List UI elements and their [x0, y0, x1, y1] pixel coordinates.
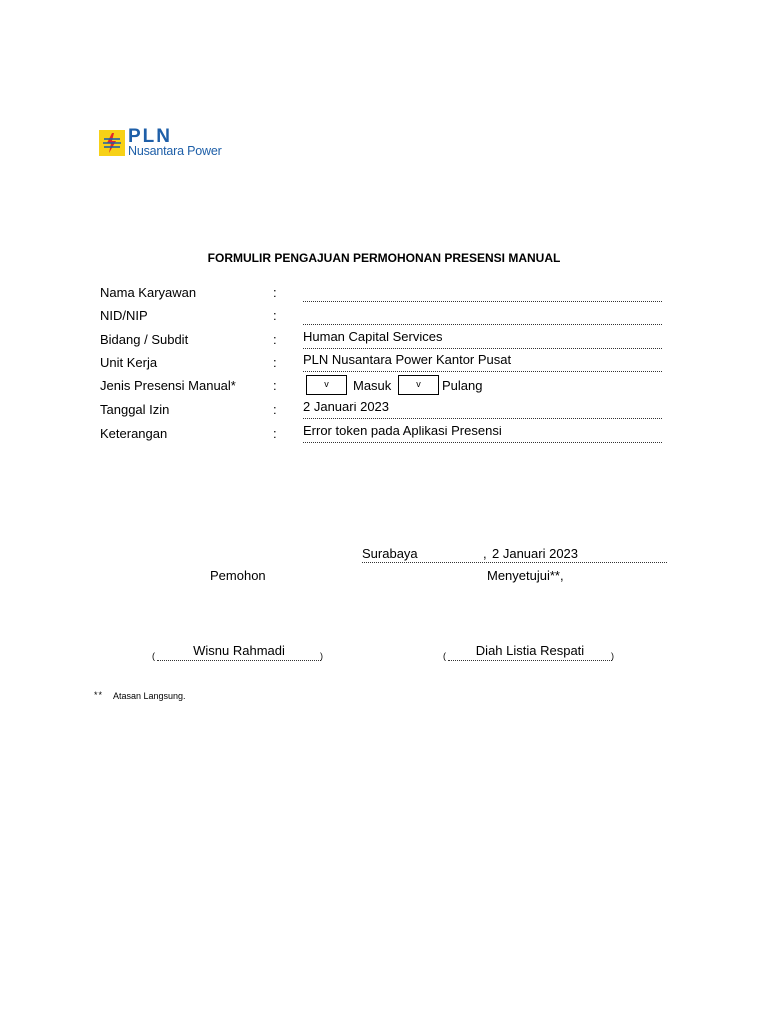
footnote-mark: **: [94, 690, 104, 700]
field-label: Bidang / Subdit: [100, 332, 189, 347]
field-label: Tanggal Izin: [100, 402, 170, 417]
approver-name: Diah Listia Respati: [475, 643, 585, 658]
field-value: [303, 308, 662, 325]
field-label: Nama Karyawan: [100, 285, 197, 300]
field-value: [303, 285, 662, 302]
field-bidang-subdit: [100, 332, 666, 350]
field-colon: :: [273, 378, 277, 393]
approver-role: Menyetujui**,: [487, 568, 564, 583]
field-value: PLN Nusantara Power Kantor Pusat: [303, 355, 662, 372]
field-tanggal-izin: [100, 402, 666, 420]
checkbox-masuk-label: Masuk: [353, 378, 392, 393]
signature-city: Surabaya: [362, 546, 418, 561]
signature-comma: ,: [483, 546, 487, 561]
field-nid-nip: [100, 308, 666, 326]
field-unit-kerja: [100, 355, 666, 373]
pln-logo-icon: [99, 130, 125, 156]
field-label: Unit Kerja: [100, 355, 158, 370]
field-keterangan: [100, 426, 666, 444]
applicant-signature: ( Wisnu Rahmadi ): [152, 643, 323, 661]
applicant-role: Pemohon: [210, 568, 266, 583]
place-date-line: [362, 548, 667, 563]
logo-wordmark: PLN: [128, 126, 172, 147]
field-label: Jenis Presensi Manual*: [100, 378, 236, 393]
field-nama-karyawan: [100, 285, 666, 303]
field-colon: :: [273, 308, 277, 323]
applicant-name: Wisnu Rahmadi: [193, 643, 285, 658]
field-value: 2 Januari 2023: [303, 402, 662, 419]
checkbox-masuk[interactable]: v: [306, 375, 347, 395]
footnote-text: Atasan Langsung.: [113, 691, 186, 701]
checkbox-pulang[interactable]: v: [398, 375, 439, 395]
field-colon: :: [273, 402, 277, 417]
approver-name-line: [448, 643, 612, 661]
pln-logo: [99, 128, 239, 160]
field-label: NID/NIP: [100, 308, 148, 323]
field-colon: :: [273, 426, 277, 441]
field-jenis-presensi: [100, 378, 666, 396]
form-title: FORMULIR PENGAJUAN PERMOHONAN PRESENSI MANUAL: [207, 251, 561, 265]
field-colon: :: [273, 285, 277, 300]
field-colon: :: [273, 355, 277, 370]
field-label: Keterangan: [100, 426, 168, 441]
applicant-name-line: [157, 643, 321, 661]
checkbox-pulang-label: Pulang: [442, 378, 483, 393]
logo-subtitle: Nusantara Power: [128, 144, 222, 158]
field-value: Error token pada Aplikasi Presensi: [303, 426, 662, 443]
field-colon: :: [273, 332, 277, 347]
signature-date: 2 Januari 2023: [492, 546, 579, 561]
approver-signature: ( Diah Listia Respati ): [443, 643, 614, 661]
field-value: Human Capital Services: [303, 332, 662, 349]
